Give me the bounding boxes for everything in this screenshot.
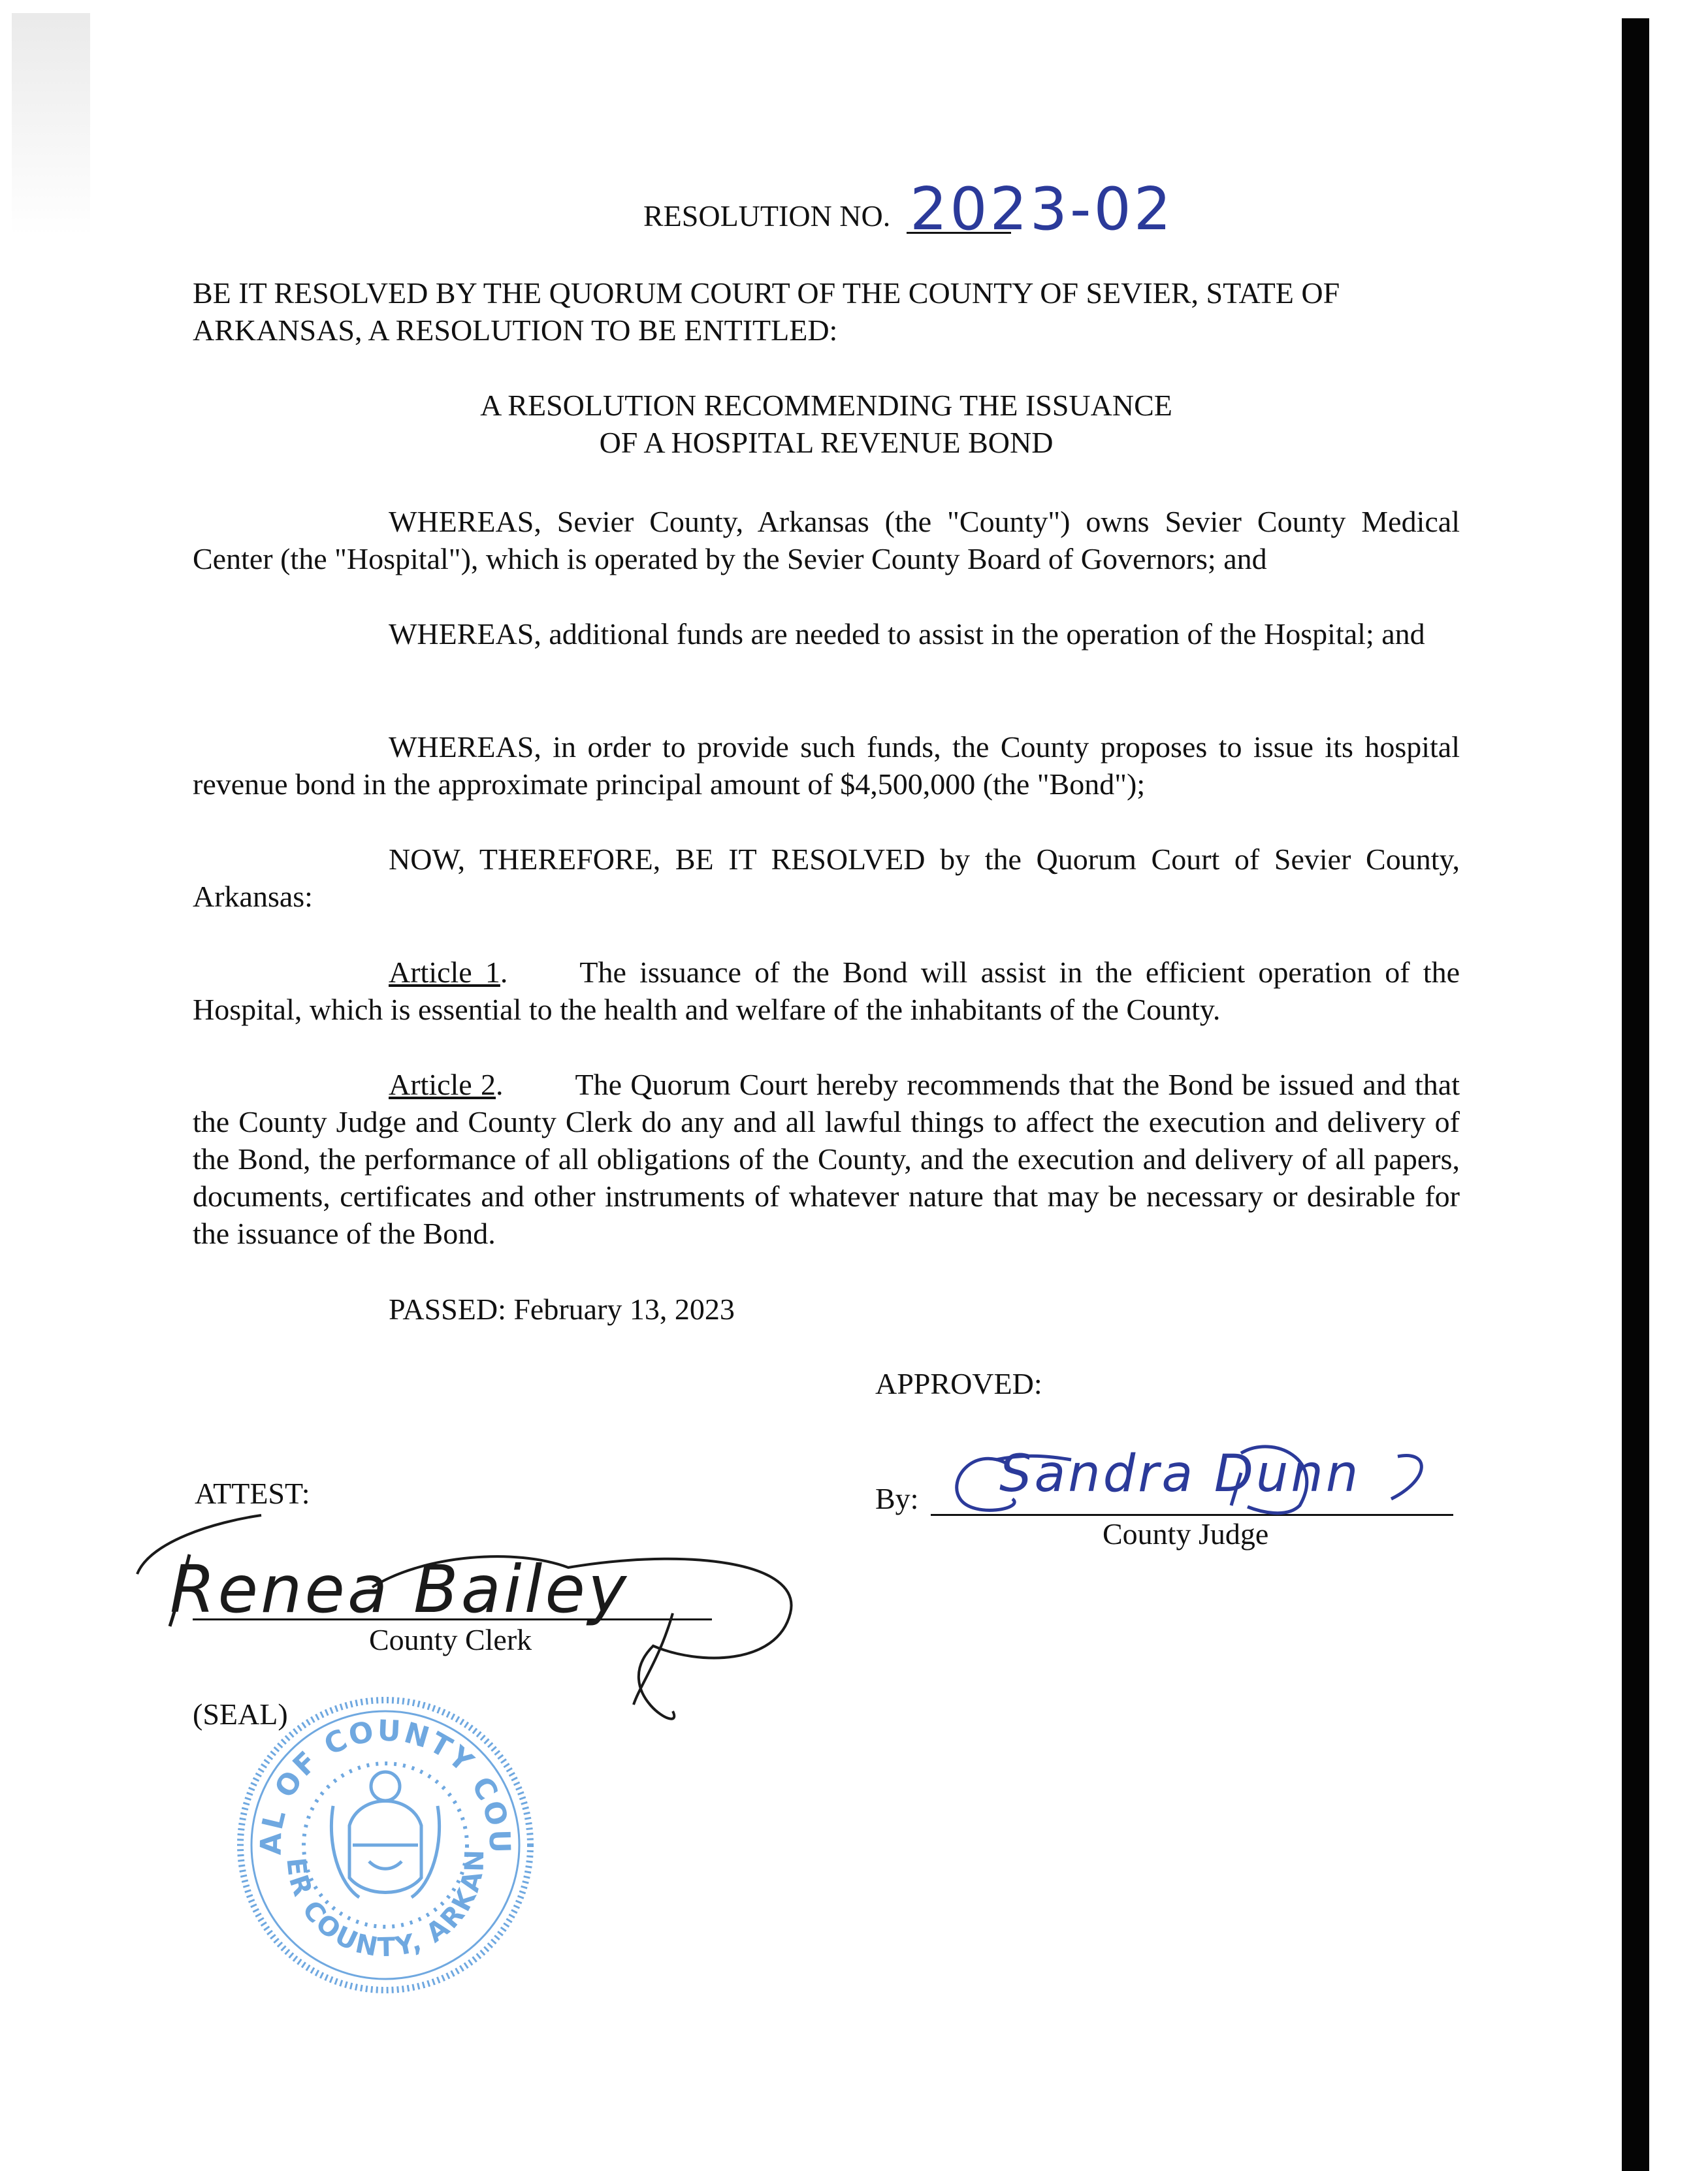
clerk-signature-text: Renea Bailey (170, 1551, 630, 1628)
now-therefore (193, 841, 1460, 915)
county-clerk-label: County Clerk (369, 1623, 532, 1656)
scan-edge-bar (1622, 18, 1649, 2171)
whereas-2-text: WHEREAS, additional funds are needed to assist in the operation of the Hospital; and (389, 617, 1425, 651)
whereas-2 (193, 615, 1460, 652)
whereas-1 (193, 503, 1460, 577)
county-judge-label: County Judge (1103, 1517, 1269, 1551)
title-line-2: OF A HOSPITAL REVENUE BOND (599, 426, 1054, 459)
whereas-3 (193, 728, 1460, 803)
article-1-text: The issuance of the Bond will assist in the efficient operation of the Hospital, which is essential to the health and welfare of the inhabitants of the County. (193, 956, 1460, 1026)
article-1: Article 1. The issuance of the Bond will assist in the efficient operation of the Hospital, which is essential to the health and welfare of the inhabitants of the County. (193, 956, 1460, 1026)
title-line-1: A RESOLUTION RECOMMENDING THE ISSUANCE (480, 389, 1172, 422)
article-2-text: The Quorum Court hereby recommends that the Bond be issued and that the County Judge and County Clerk do any and all lawful things to affect the execution and delivery of the Bond, the performance of all obligations of the County, and the execution and delivery of all papers, documents, certificates and other instruments of whatever nature that may be necessary or desirable for the issuance of the Bond. (193, 1068, 1460, 1250)
seal-text-top: AL OF COUNTY COU (254, 1714, 517, 1856)
seal-emblem (331, 1772, 439, 1897)
article-2: Article 2. The Quorum Court hereby recommends that the Bond be issued and that the County Judge and County Clerk do any and all lawful things to affect the execution and delivery of the Bond, the performance of all obligations of the County, and the execution and delivery of all papers, documents, certificates and other instruments of whatever nature that may be necessary or desirable for the issuance of the Bond. (193, 1068, 1460, 1250)
preamble-line-2: ARKANSAS, A RESOLUTION TO BE ENTITLED: (193, 314, 838, 347)
resolution-number: 2023-02 (910, 175, 1174, 244)
seal-label: (SEAL) (193, 1697, 288, 1731)
now-therefore-text: NOW, THEREFORE, BE IT RESOLVED by the Quorum Court of Sevier County, Arkansas: (193, 843, 1460, 913)
scan-smudge (12, 13, 90, 235)
whereas-3-text: WHEREAS, in order to provide such funds, the County proposes to issue its hospital revenue bond in the approximate principal amount of $4,500,000 (the "Bond"); (193, 730, 1460, 801)
judge-signature-text: Sandra Dunn (999, 1445, 1361, 1504)
article-1-heading: Article 1 (389, 956, 500, 989)
approved-label: APPROVED: (875, 1367, 1042, 1400)
whereas-1-text: WHEREAS, Sevier County, Arkansas (the "County") owns Sevier County Medical Center (the "Hospital"), which is operated by the Sevier County Board of Governors; and (193, 505, 1460, 575)
county-seal (235, 1695, 536, 1995)
by-label: By: (875, 1482, 919, 1515)
resolution-label (643, 197, 890, 235)
article-2-heading: Article 2 (389, 1068, 496, 1101)
preamble-line-1: BE IT RESOLVED BY THE QUORUM COURT OF THE COUNTY OF SEVIER, STATE OF (193, 276, 1340, 310)
attest-label: ATTEST: (195, 1477, 310, 1510)
passed-date: PASSED: February 13, 2023 (389, 1293, 735, 1326)
seal-text-bottom: ER COUNTY, ARKAN (280, 1847, 491, 1963)
resolution-label-text: RESOLUTION NO. (643, 199, 891, 233)
county-seal-svg (235, 1695, 536, 1995)
